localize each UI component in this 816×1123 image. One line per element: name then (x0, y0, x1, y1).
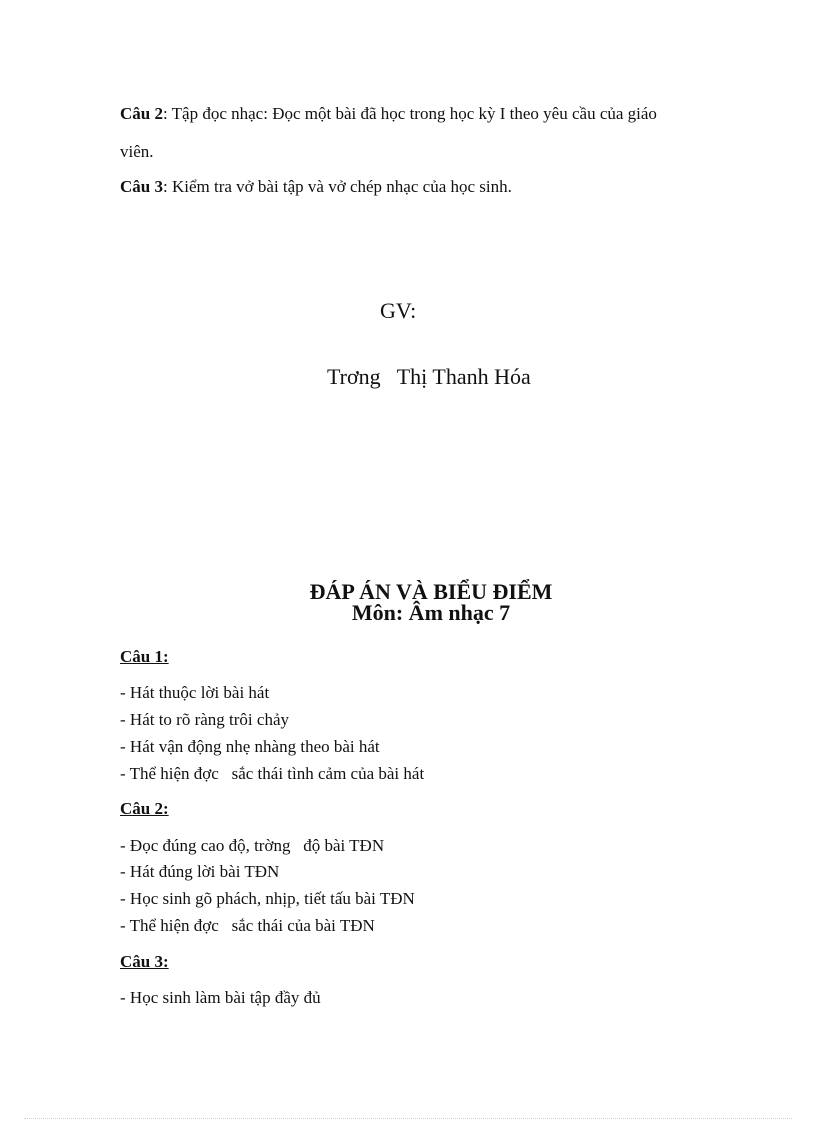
question-2-text-continued: viên. (120, 142, 154, 161)
question-2-line (120, 104, 657, 124)
question-3-label: Câu 3 (120, 177, 163, 196)
list-item: - Hát to rõ ràng trôi chảy (120, 710, 289, 729)
list-item: - Thể hiện đợc sắc thái tình cảm của bài hát (120, 764, 425, 783)
teacher-label: GV: (380, 298, 417, 323)
section-2-heading: Câu 2: (120, 799, 169, 818)
section-1-heading: Câu 1: (120, 647, 169, 666)
list-item: - Hát vận động nhẹ nhàng theo bài hát (120, 737, 380, 756)
question-2-text: : Tập đọc nhạc: Đọc một bài đã học trong học kỳ I theo yêu cầu của giáo (162, 104, 657, 123)
list-item: - Thể hiện đợc sắc thái của bài TĐN (120, 916, 375, 935)
answer-key-title: ĐÁP ÁN VÀ BIỂU ĐIỂM (309, 579, 553, 604)
question-2-label: Câu 2 (120, 104, 163, 123)
question-3-text: : Kiểm tra vở bài tập và vở chép nhạc của học sinh. (162, 177, 512, 196)
section-3-heading: Câu 3: (120, 952, 169, 971)
list-item: - Hát đúng lời bài TĐN (120, 862, 280, 881)
list-item: - Đọc đúng cao độ, trờng độ bài TĐN (120, 836, 385, 855)
page-bottom-rule (24, 1118, 792, 1119)
list-item: - Hát thuộc lời bài hát (120, 683, 270, 702)
answer-key-subtitle: Môn: Âm nhạc 7 (351, 600, 511, 625)
teacher-name: Trơng Thị Thanh Hóa (327, 364, 531, 389)
list-item: - Học sinh làm bài tập đầy đủ (120, 988, 321, 1007)
list-item: - Học sinh gõ phách, nhịp, tiết tấu bài TĐN (120, 889, 415, 908)
question-3-line (120, 177, 512, 197)
